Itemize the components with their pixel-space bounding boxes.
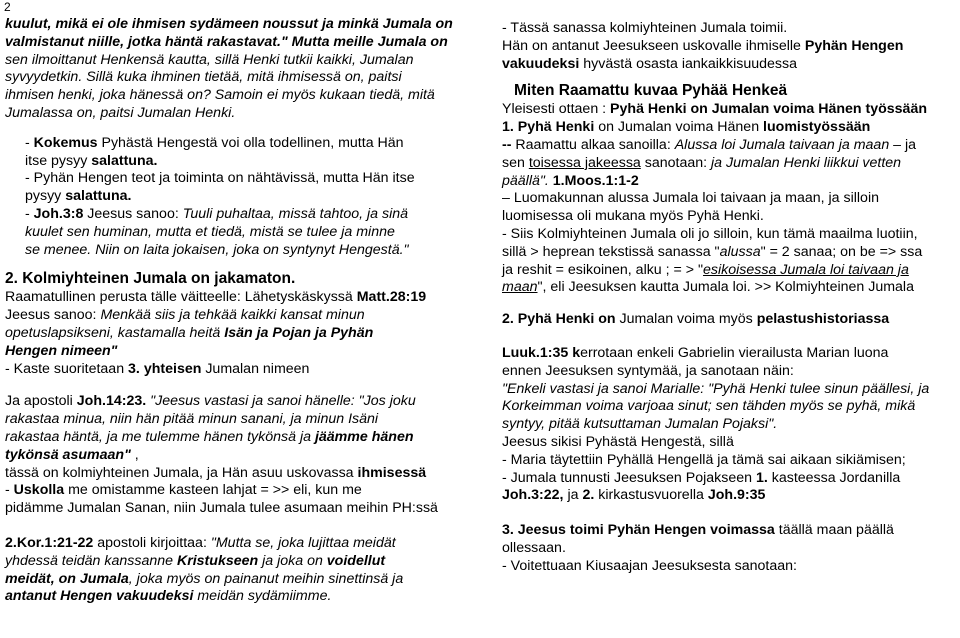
spacer — [5, 518, 465, 535]
spacer — [502, 505, 954, 522]
text-line — [5, 87, 465, 105]
text-run: kirkastusvuorella — [594, 487, 708, 504]
section-heading-2: 2. Kolmiyhteinen Jumala on jakamaton. — [5, 270, 296, 288]
text-line — [5, 34, 465, 52]
text-run: Hän on antanut Jeesukseen uskovalle ihmiselle — [502, 37, 805, 54]
text-run: antanut Hengen vakuudeksi — [5, 588, 194, 605]
text-run: - Kaste suoritetaan — [5, 360, 129, 377]
text-run: Joh.3:8 — [33, 205, 84, 222]
text-run: - Tässä sanassa kolmiyhteinen Jumala toimii. — [502, 20, 788, 36]
text-line — [5, 69, 465, 87]
spacer — [502, 297, 954, 311]
text-run: Pyhästä Hengestä voi olla todellinen, mutta Hän — [97, 134, 404, 151]
right-column — [502, 20, 954, 576]
text-line — [502, 345, 954, 363]
text-run: Hengen nimeen" — [5, 342, 118, 359]
text-run: luomistyössään — [763, 119, 871, 136]
left-paragraph-4 — [5, 535, 465, 606]
text-run: yhdessä teidän kanssanne — [5, 552, 177, 569]
text-run: ihmisessä — [357, 464, 427, 481]
text-line — [5, 447, 465, 465]
text-run: ollessaan. — [502, 539, 566, 556]
text-line — [502, 398, 954, 416]
text-run: Korkeimman voima varjoaa sinut; sen tähden myös se pyhä, mikä — [502, 398, 916, 415]
text-run: kuulut, mikä ei ole ihmisen sydämeen noussut ja minkä Jumala on — [5, 16, 453, 32]
text-run: - Pyhän Hengen teot ja toiminta on nähtävissä, mutta Hän itse — [25, 170, 415, 187]
text-run: 2. Pyhä Henki on — [502, 311, 616, 328]
text-run: esikoisessa Jumala loi taivaan ja — [703, 261, 909, 278]
left-column — [5, 16, 465, 606]
text-line — [5, 52, 465, 70]
text-line — [5, 188, 465, 206]
bullet-item — [5, 206, 465, 259]
text-line — [502, 208, 954, 226]
text-line — [502, 20, 954, 38]
text-line — [502, 363, 954, 381]
text-run: tässä on kolmiyhteinen Jumala, ja Hän asuu uskovassa — [5, 464, 358, 481]
text-line — [5, 482, 465, 500]
text-run: , — [130, 446, 139, 463]
text-run: - — [5, 482, 14, 499]
text-run: rakastaa häntä, ja me tulemme hänen tykönsä ja — [5, 428, 315, 445]
text-run: - Maria täytettiin Pyhällä Hengellä ja tämä sai aikaan sikiämisen; — [502, 451, 906, 468]
bullet-item — [5, 170, 465, 206]
text-run: valmistanut niille, jotka häntä rakastavat." Mutta meille Jumala on — [5, 33, 448, 50]
text-run: – Luomakunnan alussa Jumala loi taivaan ja maan, ja silloin — [502, 190, 879, 207]
text-line — [5, 588, 465, 606]
text-run: ja Jumalan Henki liikkui vetten — [711, 154, 902, 171]
text-run: luomisessa oli mukana myös Pyhä Henki. — [502, 208, 764, 225]
text-line — [502, 190, 954, 208]
text-run: ", eli Jeesuksen kautta Jumala loi. >> Kolmiyhteinen Jumala — [537, 279, 914, 296]
text-line — [502, 119, 954, 137]
text-line — [5, 206, 465, 224]
text-run: alussa — [719, 243, 761, 260]
text-line — [5, 325, 465, 343]
text-run: yhteisen — [143, 360, 202, 377]
text-run: rakastaa minua, niin hän pitää minun sanani, ja minun Isäni — [5, 411, 379, 428]
text-run: Jumalassa on, paitsi Jumalan Henki. — [5, 104, 236, 121]
text-line — [5, 242, 465, 260]
text-run: 3. — [128, 360, 140, 377]
text-run: ennen Jeesuksen syntymää, ja sanotaan näin: — [502, 362, 794, 379]
text-run: meidän sydämiimme. — [193, 588, 332, 605]
right-paragraph-3 — [502, 311, 954, 329]
text-line — [502, 137, 954, 155]
text-run: 3. Jeesus toimi Pyhän Hengen voimassa — [502, 522, 775, 539]
text-run: Jeesus sanoo: — [83, 205, 183, 222]
text-run: 28:19 — [389, 289, 427, 306]
text-run: maan — [502, 279, 538, 296]
text-line — [502, 244, 954, 262]
right-paragraph-4 — [502, 345, 954, 505]
text-line — [5, 153, 465, 171]
text-run: itse pysyy — [25, 152, 92, 169]
text-run: - Jumala tunnusti Jeesuksen Pojakseen — [502, 469, 756, 486]
text-run: 1. — [755, 469, 768, 486]
text-line — [5, 465, 465, 483]
text-run: Jeesus sanoo: — [5, 307, 101, 324]
spacer — [502, 73, 954, 81]
text-run: Pyhä Henki on Jumalan voima Hänen työssään — [610, 101, 928, 118]
text-run: Joh.9:35 — [707, 487, 766, 504]
text-run: Kokemus — [33, 134, 98, 151]
text-run: Kristukseen — [176, 552, 259, 569]
text-run: pelastushistoriassa — [756, 311, 890, 328]
text-line — [5, 553, 465, 571]
text-run: Yleisesti ottaen : — [502, 101, 611, 118]
text-run: Jeesus sikisi Pyhästä Hengestä, sillä — [502, 433, 734, 450]
text-run: "Jeesus vastasi ja sanoi hänelle: "Jos joku — [146, 393, 416, 410]
text-run: -- — [502, 136, 512, 153]
text-run: se menee. Niin on laita jokaisen, joka on syntynyt Hengestä." — [25, 241, 409, 258]
text-line — [5, 289, 465, 307]
text-line — [502, 522, 954, 540]
text-line — [5, 571, 465, 589]
text-run: hyvästä osasta iankaikkisuudessa — [579, 55, 797, 72]
text-run: opetuslapsikseni, kastamalla heitä — [5, 324, 225, 341]
text-line — [502, 279, 954, 297]
text-line — [502, 416, 954, 434]
text-run: meidät, on Jumala — [5, 570, 129, 587]
right-paragraph-2 — [502, 101, 954, 297]
text-run: ja joka on — [258, 552, 327, 569]
text-line — [5, 135, 465, 153]
text-run: salattuna. — [91, 152, 158, 169]
text-run: täällä maan päällä — [774, 522, 894, 539]
text-run: Pyhän Hengen — [804, 37, 904, 54]
text-line — [5, 224, 465, 242]
text-run: – ja — [889, 136, 917, 153]
text-run: sen — [502, 154, 529, 171]
text-line — [502, 311, 954, 329]
text-line — [5, 429, 465, 447]
text-run: syntyy, pitää kutsuttaman Jumalan Pojaksi". — [502, 416, 778, 433]
text-run: syvyydetkin. Sillä kuka ihminen tietää, mitä ihmisessä on, paitsi — [5, 69, 402, 86]
text-run: 2. — [582, 487, 595, 504]
text-run: 1.Moos.1:1-2 — [552, 172, 639, 189]
spacer — [502, 329, 954, 345]
text-run: kuulet sen huminan, mutta et tiedä, mistä se tulee ja minne — [25, 223, 395, 240]
text-line — [502, 434, 954, 452]
text-line — [5, 105, 465, 123]
text-run: pysyy — [25, 188, 66, 205]
text-line — [5, 411, 465, 429]
text-line — [502, 452, 954, 470]
text-run: me omistamme kasteen lahjat = >> eli, kun me — [64, 482, 362, 499]
right-paragraph-1 — [502, 20, 954, 73]
left-paragraph-3 — [5, 393, 465, 518]
section-heading-holy-spirit: Miten Raamattu kuvaa Pyhää Henkeä — [514, 82, 788, 100]
text-run: k — [572, 344, 581, 361]
text-run: on Jumalan voima Hänen — [594, 119, 764, 136]
text-run: Isän ja Pojan ja Pyhän — [224, 324, 374, 341]
text-run: Jumalan voima myös — [615, 311, 757, 328]
text-run: sanotaan: — [640, 154, 712, 171]
text-line — [502, 173, 954, 191]
text-run: 2.Kor.1:21-22 — [5, 534, 94, 551]
text-run: Joh.14:23. — [76, 393, 147, 410]
text-run: - — [25, 134, 34, 151]
text-run: 1. Pyhä Henki — [502, 119, 595, 136]
text-run: ja — [563, 487, 583, 504]
page-number: 2 — [4, 0, 11, 14]
text-run: Raamattu alkaa sanoilla: — [511, 136, 675, 153]
text-line — [502, 558, 954, 576]
text-run: sillä > heprean tekstissä sanassa " — [502, 243, 720, 260]
text-run: pidämme Jumalan Sanan, niin Jumala tulee asumaan meihin PH:ssä — [5, 500, 438, 517]
spacer — [5, 259, 465, 269]
text-run: Luuk.1:35 — [502, 344, 569, 361]
text-run: apostoli kirjoittaa: — [93, 534, 211, 551]
text-run: - Voitettuaan Kiusaajan Jeesuksesta sanotaan: — [502, 557, 797, 574]
text-line — [5, 16, 465, 34]
text-run: Jumalan nimeen — [201, 360, 310, 377]
text-run: Menkää siis ja tehkää kaikki kansat minun — [100, 307, 365, 324]
text-line — [502, 487, 954, 505]
right-paragraph-5 — [502, 522, 954, 575]
text-line — [5, 361, 465, 379]
text-line — [502, 155, 954, 173]
text-line — [5, 307, 465, 325]
text-line — [502, 381, 954, 399]
text-run: Alussa loi Jumala taivaan ja maan — [674, 136, 890, 153]
text-run: Matt. — [356, 289, 390, 306]
text-run: sen ilmoittanut Henkensä kautta, sillä Henki tutkii kaikki, Jumalan — [5, 51, 414, 68]
text-line — [502, 540, 954, 558]
text-line — [5, 170, 465, 188]
text-run: ja reshit = esikoinen, alku ; = > " — [502, 261, 704, 278]
text-run: kasteessa Jordanilla — [767, 469, 901, 486]
text-line — [502, 262, 954, 280]
left-bullet-list — [5, 135, 465, 260]
text-run: Uskolla — [13, 482, 65, 499]
left-paragraph-1 — [5, 16, 465, 123]
bullet-item — [5, 135, 465, 171]
text-line — [502, 38, 954, 56]
text-run: "Mutta se, joka lujittaa meidät — [210, 534, 396, 551]
text-run: päällä". — [502, 172, 549, 189]
text-run: " = 2 sanaa; on be => ssa — [760, 243, 923, 260]
text-line — [5, 500, 465, 518]
text-run: vakuudeksi — [502, 55, 580, 72]
text-run: jäämme hänen — [314, 428, 414, 445]
text-run: - Siis Kolmiyhteinen Jumala oli jo silloin, kun tämä maailma luotiin, — [502, 225, 918, 242]
text-line — [502, 226, 954, 244]
text-line — [5, 393, 465, 411]
text-run: , joka myös on painanut meihin sinettinsä ja — [128, 570, 404, 587]
text-run: tykönsä asumaan" — [5, 446, 131, 463]
text-line — [5, 343, 465, 361]
text-run: salattuna. — [65, 188, 132, 205]
text-line — [502, 470, 954, 488]
text-run: Joh.3:22, — [502, 487, 564, 504]
text-run: toisessa jakeessa — [528, 154, 641, 171]
left-paragraph-2 — [5, 289, 465, 378]
text-run: Ja apostoli — [5, 393, 77, 410]
text-line — [5, 535, 465, 553]
text-run: errotaan enkeli Gabrielin vierailusta Marian luona — [580, 344, 889, 361]
text-run: "Enkeli vastasi ja sanoi Marialle: "Pyhä Henki tulee sinun päällesi, ja — [502, 380, 930, 397]
text-run: ihmisen henki, joka hänessä on? Samoin ei myös kukaan tiedä, mitä — [5, 87, 435, 104]
text-run: voidellut — [326, 552, 386, 569]
text-line — [502, 101, 954, 119]
text-run: Raamatullinen perusta tälle väitteelle: Lähetyskäskyssä — [5, 289, 357, 306]
text-run: Tuuli puhaltaa, missä tahtoo, ja sinä — [182, 205, 409, 222]
spacer — [5, 378, 465, 393]
text-line — [502, 56, 954, 74]
text-run: - — [25, 205, 34, 222]
spacer — [5, 123, 465, 135]
